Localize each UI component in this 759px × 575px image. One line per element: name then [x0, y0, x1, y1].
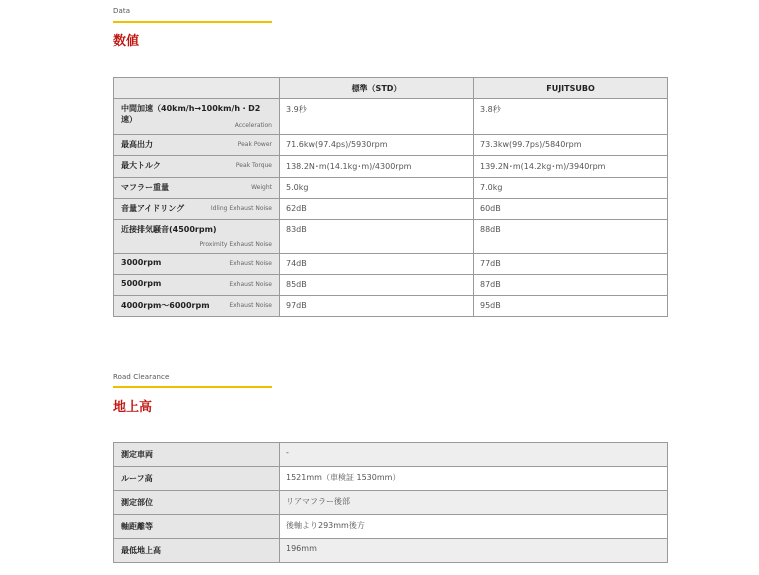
std-value: 5.0kg	[280, 178, 474, 199]
data-section-accent-bar	[113, 21, 272, 23]
row-label-en: Exhaust Noise	[229, 302, 272, 309]
data-section-title: 数値	[113, 34, 140, 49]
row-label: 中間加速（40km/h→100km/h・D2速）	[121, 104, 261, 124]
std-value: 138.2N･m(14.1kg･m)/4300rpm	[280, 156, 474, 178]
data-section-label: Data	[113, 7, 131, 15]
fujitsubo-value: 7.0kg	[474, 178, 668, 199]
clearance-value: リアマフラー後部	[280, 491, 668, 515]
table-row	[114, 539, 668, 563]
row-label: マフラー重量	[121, 183, 169, 192]
std-value: 97dB	[280, 296, 474, 317]
header-std: 標準（STD）	[280, 78, 474, 99]
fujitsubo-value: 3.8秒	[474, 99, 668, 135]
clearance-table	[113, 442, 668, 563]
std-value: 3.9秒	[280, 99, 474, 135]
clearance-value: -	[280, 443, 668, 467]
row-label-en: Acceleration	[234, 122, 272, 129]
table-row	[114, 443, 668, 467]
table-header-row	[114, 78, 668, 99]
table-row	[114, 296, 668, 317]
clearance-value: 196mm	[280, 539, 668, 563]
std-value: 62dB	[280, 199, 474, 220]
std-value: 71.6kw(97.4ps)/5930rpm	[280, 135, 474, 156]
row-label: 近接排気騒音(4500rpm)	[121, 225, 217, 234]
clearance-section-accent-bar	[113, 386, 272, 388]
fujitsubo-value: 73.3kw(99.7ps)/5840rpm	[474, 135, 668, 156]
row-label-en: Proximity Exhaust Noise	[199, 241, 272, 248]
fujitsubo-value: 95dB	[474, 296, 668, 317]
clearance-value: 1521mm（車検証 1530mm）	[280, 467, 668, 491]
data-table	[113, 77, 668, 317]
row-label: 音量アイドリング	[121, 204, 185, 213]
row-header: 軸距離等	[114, 515, 280, 539]
row-label: 4000rpm～6000rpm	[121, 301, 210, 310]
row-label-en: Idling Exhaust Noise	[210, 205, 272, 212]
row-header: ルーフ高	[114, 467, 280, 491]
clearance-section-label: Road Clearance	[113, 373, 170, 381]
std-value: 85dB	[280, 275, 474, 296]
table-row	[114, 135, 668, 156]
fujitsubo-value: 60dB	[474, 199, 668, 220]
row-label: 3000rpm	[121, 258, 162, 267]
table-row	[114, 275, 668, 296]
row-header: 最低地上高	[114, 539, 280, 563]
table-row	[114, 99, 668, 135]
fujitsubo-value: 139.2N･m(14.2kg･m)/3940rpm	[474, 156, 668, 178]
fujitsubo-value: 87dB	[474, 275, 668, 296]
table-row	[114, 220, 668, 254]
table-row	[114, 156, 668, 178]
std-value: 83dB	[280, 220, 474, 254]
row-header	[114, 178, 280, 199]
row-label-en: Exhaust Noise	[229, 281, 272, 288]
row-label-en: Exhaust Noise	[229, 260, 272, 267]
table-row	[114, 254, 668, 275]
row-header	[114, 296, 280, 317]
clearance-section-title: 地上高	[113, 400, 153, 415]
row-label: 最大トルク	[121, 161, 161, 170]
fujitsubo-value: 77dB	[474, 254, 668, 275]
table-row	[114, 515, 668, 539]
row-header: 測定車両	[114, 443, 280, 467]
table-row	[114, 178, 668, 199]
row-label-en: Peak Power	[237, 141, 272, 148]
row-label-en: Peak Torque	[235, 162, 272, 169]
std-value: 74dB	[280, 254, 474, 275]
row-header	[114, 275, 280, 296]
row-header	[114, 135, 280, 156]
row-label: 最高出力	[121, 140, 153, 149]
row-header	[114, 99, 280, 135]
clearance-value: 後軸より293mm後方	[280, 515, 668, 539]
row-header	[114, 220, 280, 254]
row-header	[114, 254, 280, 275]
row-label-en: Weight	[251, 184, 272, 191]
row-label: 5000rpm	[121, 279, 162, 288]
row-header	[114, 156, 280, 178]
fujitsubo-value: 88dB	[474, 220, 668, 254]
table-row	[114, 491, 668, 515]
row-header: 測定部位	[114, 491, 280, 515]
row-header	[114, 199, 280, 220]
header-fujitsubo: FUJITSUBO	[474, 78, 668, 99]
header-blank	[114, 78, 280, 99]
table-row	[114, 467, 668, 491]
table-row	[114, 199, 668, 220]
